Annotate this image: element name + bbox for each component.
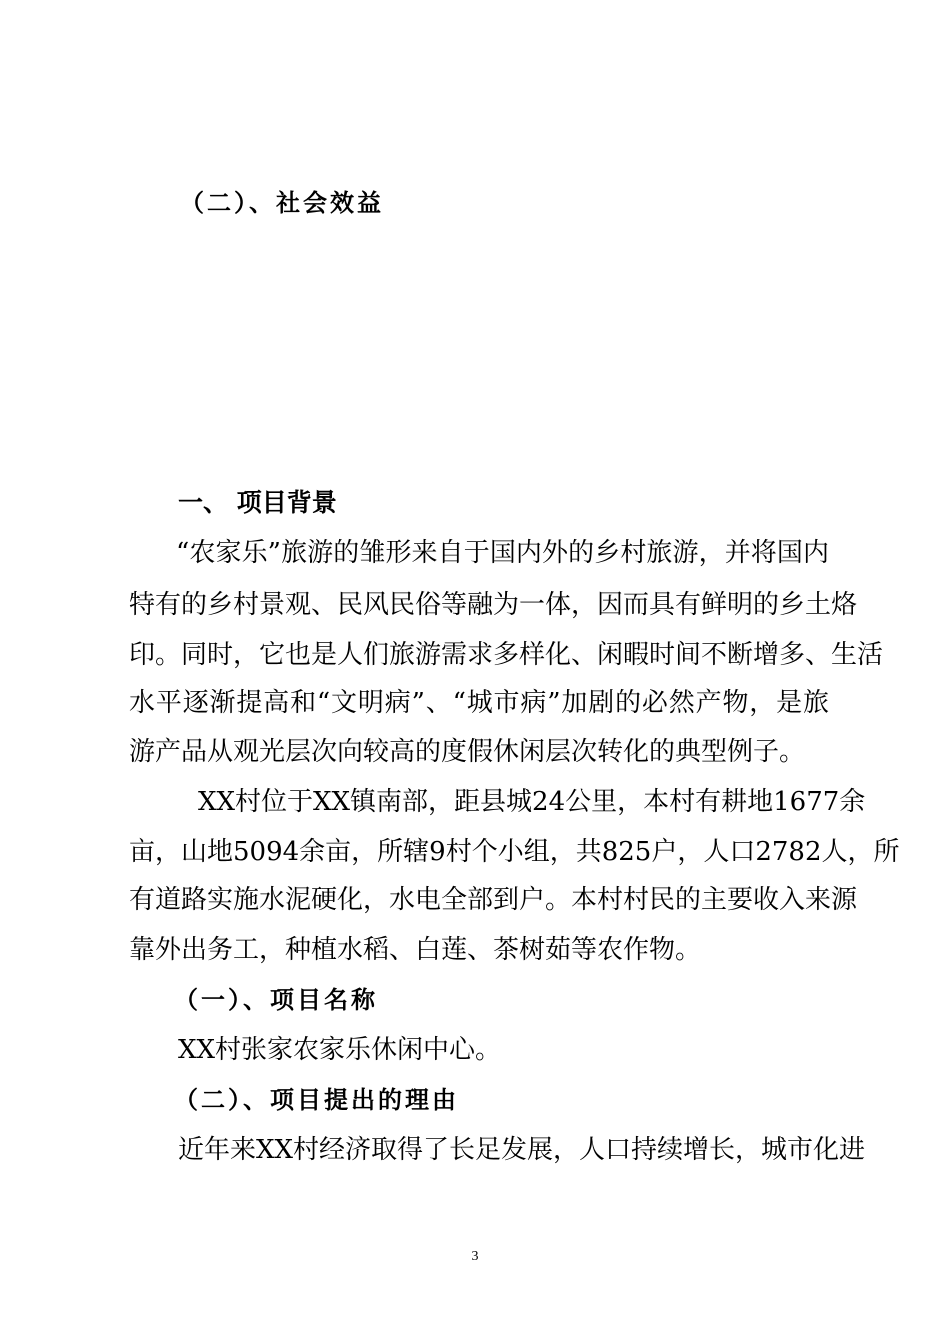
paragraph-line: XX村位于XX镇南部，距县城24公里，本村有耕地1677余 [198, 787, 866, 817]
paragraph-line: 特有的乡村景观、民风民俗等融为一体，因而具有鲜明的乡土烙 [129, 590, 858, 620]
page-number: 3 [471, 1249, 479, 1264]
paragraph-line: 亩，山地5094余亩，所辖9村个小组，共825户，人口2782人，所 [129, 837, 900, 867]
heading-project-reason: （二）、项目提出的理由 [174, 1086, 459, 1114]
heading-project-background: 一、 项目背景 [178, 488, 337, 517]
paragraph-line: 靠外出务工，种植水稻、白莲、茶树茹等农作物。 [129, 935, 702, 965]
paragraph-line: 印。同时，它也是人们旅游需求多样化、闲暇时间不断增多、生活 [129, 640, 884, 670]
paragraph-line: “农家乐”旅游的雏形来自于国内外的乡村旅游，并将国内 [176, 538, 829, 568]
project-name-text: XX村张家农家乐休闲中心。 [178, 1035, 502, 1065]
paragraph-line: 有道路实施水泥硬化，水电全部到户。本村村民的主要收入来源 [129, 885, 858, 915]
paragraph-line: 水平逐渐提高和“文明病”、“城市病”加剧的必然产物，是旅 [129, 688, 829, 718]
paragraph-line: 游产品从观光层次向较高的度假休闲层次转化的典型例子。 [129, 737, 806, 767]
heading-project-name: （一）、项目名称 [174, 986, 378, 1014]
project-reason-text: 近年来XX村经济取得了长足发展，人口持续增长，城市化进 [178, 1135, 866, 1165]
section-title-social-benefits: （二）、社会效益 [180, 189, 384, 217]
